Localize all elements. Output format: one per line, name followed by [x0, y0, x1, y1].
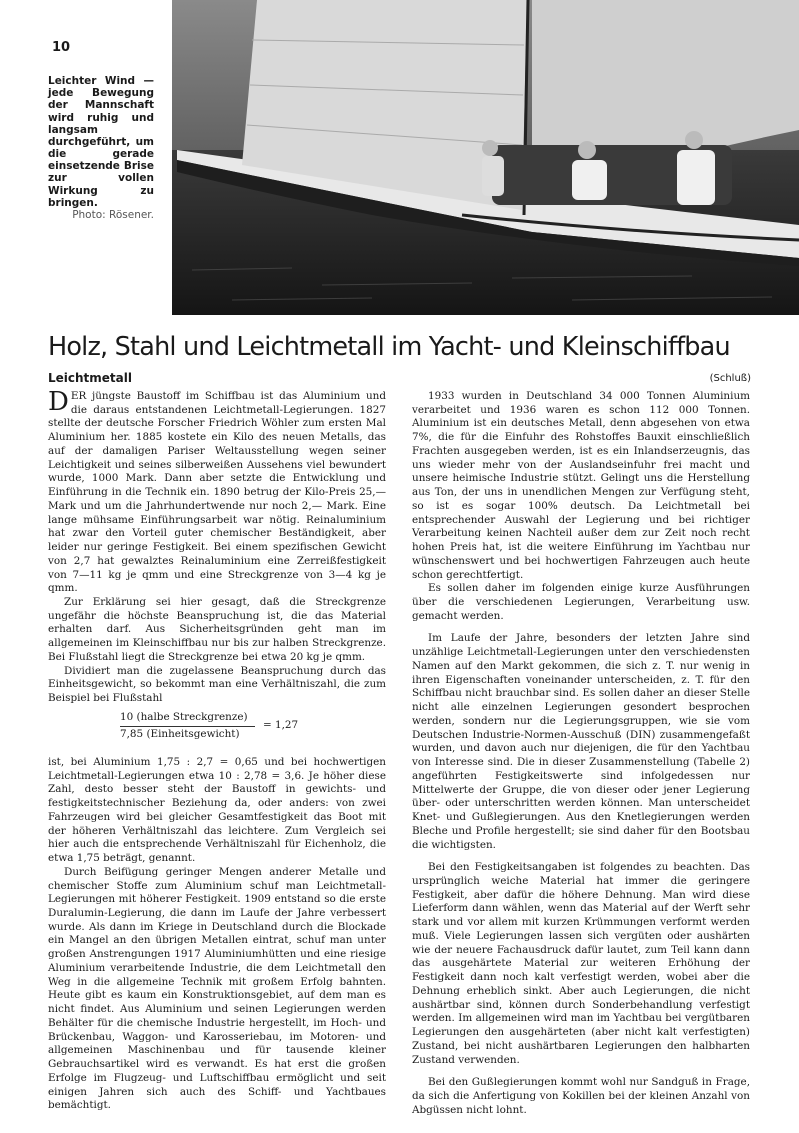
- paragraph: Zur Erklärung sei hier gesagt, daß die Streckgrenze ungefähr die höchste Beanspruchung ist, die das Material erhalten darf. Aus Sicherheitsgründen geht man im allgemeinen im Kleinschiffbau nur bis zur halben Streckgrenze. Bei Flußstahl liegt die Streckgrenze bei etwa 20 kg je qmm.: [48, 596, 386, 663]
- fraction-bar: [120, 726, 255, 727]
- continued-label: (Schluß): [709, 373, 751, 384]
- paragraph: [48, 387, 386, 596]
- paragraph: Dividiert man die zugelassene Beanspruchung durch das Einheitsgewicht, so bekommt man eine Verhältniszahl, die zum Beispiel bei Flußstahl: [48, 664, 386, 705]
- photo-credit: Photo: Rösener.: [72, 208, 154, 221]
- formula-denominator: 7,85 (Einheitsgewicht): [120, 727, 240, 740]
- page-number: 10: [52, 40, 71, 55]
- photo-caption: [48, 75, 154, 221]
- section-label: Leichtmetall: [48, 371, 132, 385]
- ratio-formula: [120, 711, 386, 751]
- drop-cap: D: [48, 387, 69, 417]
- caption-text: Leichter Wind — jede Bewegung der Mannschaft wird ruhig und langsam durchgeführt, um die gerade einsetzende Brise zur vollen Wirkung zu bringen.: [48, 75, 154, 209]
- formula-result: = 1,27: [263, 718, 299, 731]
- paragraph: Es sollen daher im folgenden einige kurze Ausführungen über die verschiedenen Legierungen, Verarbeitung usw. gemacht werden.: [412, 582, 750, 622]
- article-headline: Holz, Stahl und Leichtmetall im Yacht- und Kleinschiffbau: [48, 332, 730, 362]
- left-column: [48, 387, 386, 1113]
- paragraph-text: ER jüngste Baustoff im Schiffbau ist das Aluminium und die daraus entstandenen Leichtmetall-Legierungen. 1827 stellte der deutsche Forscher Friedrich Wöhler zum ersten Mal Aluminium her. 1885 kostete ein Kilo des neuen Metalls, das auf der damaligen Pariser Weltausstellung wegen seiner Leichtigkeit und seines silberweißen Aussehens viel bewundert wurde, 1000 Mark. Dann aber setzte die Entwicklung und Einführung in die Technik ein. 1890 betrug der Kilo-Preis 25,— Mark und um die Jahrhundertwende nur noch 2,— Mark. Eine lange mühsame Einführungsarbeit war nötig. Reinaluminium hat zwar den Vorteil guter chemischer Beständigkeit, aber leider nur geringe Festigkeit. Bei einem spezifischen Gewicht von 2,7 hat gewalztes Reinaluminium eine Zerreißfestigkeit von 7—11 kg je qmm und eine Streckgrenze von 3—4 kg je qmm.: [48, 390, 386, 595]
- paragraph: Im Laufe der Jahre, besonders der letzten Jahre sind unzählige Leichtmetall-Legierungen unter den verschiedensten Namen auf den Markt gekommen, die sich z. T. nur wenig in ihren Eigenschaften voneinander unterscheiden, z. T. für den Schiffbau nicht brauchbar sind. Es sollen daher an dieser Stelle nicht alle einzelnen Legierungen gesondert besprochen werden, sondern nur die Legierungsgruppen, wie sie vom Deutschen Industrie-Normen-Ausschuß (DIN) zusammengefaßt wurden, und davon auch nur diejenigen, die für den Yachtbau von Interesse sind. Die in dieser Zusammenstellung (Tabelle 2) angeführten Festigkeitswerte sind infolgedessen nur Mittelwerte der Gruppe, die von dieser oder jener Legierung über- oder unterschritten werden können. Man unterscheidet Knet- und Gußlegierungen. Aus den Knetlegierungen werden Bleche und Profile hergestellt; sie sind daher für den Bootsbau die wichtigsten.: [412, 632, 750, 851]
- formula-numerator: 10 (halbe Streckgrenze): [120, 710, 248, 723]
- sailboat-photo: [172, 0, 799, 315]
- paragraph: ist, bei Aluminium 1,75 : 2,7 = 0,65 und bei hochwertigen Leichtmetall-Legierungen etwa 10 : 2,78 = 3,6. Je höher diese Zahl, desto besser steht der Baustoff in gewichts- und festigkeitstechnischer Beziehung da, oder anders: von zwei Fahrzeugen wird bei gleicher Gesamtfestigkeit das Boot mit der höheren Verhältniszahl das leichtere. Zum Vergleich sei hier auch die entsprechende Verhältniszahl für Eichenholz, die etwa 1,75 beträgt, genannt.: [48, 755, 386, 865]
- paragraph: Durch Beifügung geringer Mengen anderer Metalle und chemischer Stoffe zum Aluminium schuf man Leichtmetall-Legierungen mit höherer Festigkeit. 1909 entstand so die erste Duralumin-Legierung, die dann im Laufe der Jahre verbessert wurde. Als dann im Kriege in Deutschland durch die Blockade ein Mangel an den übrigen Metallen eintrat, schuf man unter großen Anstrengungen 1917 Aluminiumhütten und eine riesige Aluminium verarbeitende Industrie, die dem Leichtmetall den Weg in die allgemeine Technik mit großem Erfolg bahnten. Heute gibt es kaum ein Konstruktionsgebiet, auf dem man es nicht findet. Aus Aluminium und seinen Legierungen werden Behälter für die chemische Industrie hergestellt, im Hoch- und Brückenbau, Waggon- und Karosseriebau, im Motoren- und allgemeinen Maschinenbau und für tausende kleiner Gebrauchsartikel wird es verwandt. Es hat erst die großen Erfolge im Flugzeug- und Luftschiffbau ermöglicht und seit einigen Jahren sich auch des Schiff- und Yachtbaues bemächtigt.: [48, 865, 386, 1112]
- right-column: [412, 390, 750, 1117]
- paragraph: Bei den Gußlegierungen kommt wohl nur Sandguß in Frage, da sich die Anfertigung von Kokillen bei der kleinen Anzahl von Abgüssen nicht lohnt.: [412, 1076, 750, 1116]
- paragraph: Bei den Festigkeitsangaben ist folgendes zu beachten. Das ursprünglich weiche Material hat immer die geringere Festigkeit, aber dafür die höhere Dehnung. Man wird diese Lieferform dann wählen, wenn das Material auf der Werft sehr stark und vor allem mit kurzen Krümmungen verformt werden muß. Viele Legierungen lassen sich vergüten oder aushärten wie der neuere Fachausdruck dafür lautet, zum Teil kann dann das ausgehärtete Material zur weiteren Erhöhung der Festigkeit dann noch kalt verfestigt werden, wobei aber die Dehnung erheblich sinkt. Aber auch Legierungen, die nicht aushärtbar sind, können durch Sonderbehandlung verfestigt werden. Im allgemeinen wird man im Yachtbau bei vergütbaren Legierungen den ausgehärteten (aber nicht kalt verfestigten) Zustand, bei nicht aushärtbaren Legierungen den halbharten Zustand verwenden.: [412, 861, 750, 1066]
- paragraph: 1933 wurden in Deutschland 34 000 Tonnen Aluminium verarbeitet und 1936 waren es schon 112 000 Tonnen. Aluminium ist ein deutsches Metall, denn abgesehen von etwa 7%, die für die Einfuhr des Rohstoffes Bauxit einschließlich Frachten ausgegeben werden, ist es ein Inlandserzeugnis, das uns wieder mehr von der Auslandseinfuhr frei macht und unsere heimische Industrie stützt. Gelingt uns die Herstellung aus Ton, der uns in unendlichen Mengen zur Verfügung steht, so ist es sogar 100% deutsch. Da Leichtmetall bei entsprechender Auswahl der Legierung und bei richtiger Verarbeitung keinen Nachteil außer dem zur Zeit noch recht hohen Preis hat, ist die weitere Einführung im Yachtbau nur wünschenswert und bei hochwertigen Fahrzeugen auch heute schon gerechtfertigt.: [412, 390, 750, 581]
- sailboat-photo-illustration: [172, 0, 799, 315]
